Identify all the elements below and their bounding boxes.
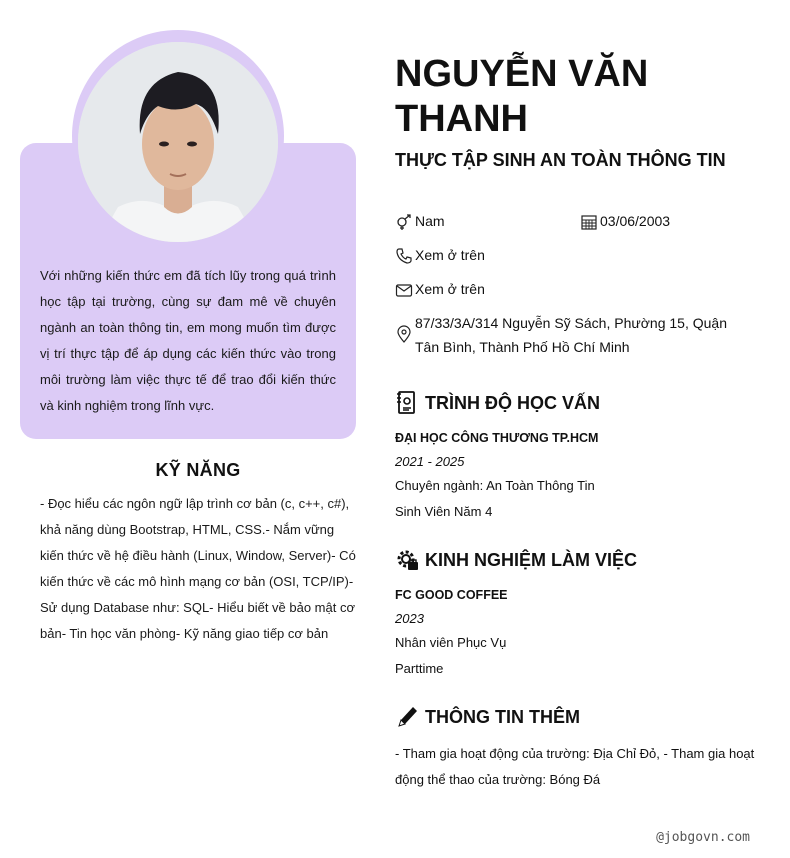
gender-value: Nam xyxy=(415,213,445,229)
extra-section-heading xyxy=(395,704,580,730)
education-section-heading xyxy=(395,390,600,416)
email-row xyxy=(395,280,485,301)
experience-heading: KINH NGHIỆM LÀM VIỆC xyxy=(425,549,638,570)
education-heading: TRÌNH ĐỘ HỌC VẤN xyxy=(425,392,600,413)
gender-row xyxy=(395,212,445,233)
pencil-icon xyxy=(395,704,419,730)
address-value: 87/33/3A/314 Nguyễn Sỹ Sách, Phường 15, Quận Tân Bình, Thành Phố Hồ Chí Minh xyxy=(415,315,727,355)
certificate-icon xyxy=(395,390,419,416)
experience-company: FC GOOD COFFEE xyxy=(395,588,508,602)
education-major: Chuyên ngành: An Toàn Thông Tin xyxy=(395,478,595,493)
education-period: 2021 - 2025 xyxy=(395,454,465,469)
summary-text: Với những kiến thức em đã tích lũy trong quá trình học tập tại trường, cùng sự đam mê về chuyên ngành an toàn thông tin, em mong muốn tìm được vị trí thực tập để áp dụng các kiến thức vào trong môi trường làm việc thực tế để trao đổi kiến thức và kinh nghiệm trong lĩnh vực. xyxy=(40,268,336,413)
experience-role: Nhân viên Phục Vụ xyxy=(395,635,507,650)
skills-heading: KỸ NĂNG xyxy=(155,460,241,480)
map-pin-icon xyxy=(395,325,413,343)
skills-text: - Đọc hiểu các ngôn ngữ lập trình cơ bản (c, c++, c#), khả năng dùng Bootstrap, HTML, CSS.- Nắm vững kiến thức về hệ điều hành (Linux, Window, Server)- Có kiến thức về các mô hình mạng cơ bản (OSI, TCP/IP)- Sử dụng Database như: SQL- Hiểu biết về bảo mật cơ bản- Tin học văn phòng- Kỹ năng giao tiếp cơ bản xyxy=(40,496,356,641)
envelope-icon xyxy=(395,281,413,299)
job-title: THỰC TẬP SINH AN TOÀN THÔNG TIN xyxy=(395,150,726,170)
education-school: ĐẠI HỌC CÔNG THƯƠNG TP.HCM xyxy=(395,431,599,445)
gear-icon xyxy=(395,547,419,573)
footer-credit: @jobgovn.com xyxy=(656,830,750,845)
birthday-value: 03/06/2003 xyxy=(600,213,671,229)
phone-icon xyxy=(395,247,413,265)
experience-type: Parttime xyxy=(395,661,444,676)
phone-value: Xem ở trên xyxy=(415,247,485,263)
experience-section-heading xyxy=(395,547,637,573)
candidate-name: NGUYỄN VĂN THANH xyxy=(395,53,649,140)
address-row xyxy=(395,314,750,359)
phone-row xyxy=(395,246,485,267)
birthday-row xyxy=(580,212,670,233)
experience-period: 2023 xyxy=(395,611,424,626)
avatar xyxy=(78,42,278,242)
email-value: Xem ở trên xyxy=(415,281,485,297)
calendar-icon xyxy=(580,213,598,231)
gender-icon xyxy=(395,213,413,231)
education-status: Sinh Viên Năm 4 xyxy=(395,504,493,519)
extra-text: - Tham gia hoạt động của trường: Địa Chỉ Đỏ, - Tham gia hoạt động thể thao của trường: Bóng Đá xyxy=(395,746,755,787)
extra-heading: THÔNG TIN THÊM xyxy=(425,706,580,727)
